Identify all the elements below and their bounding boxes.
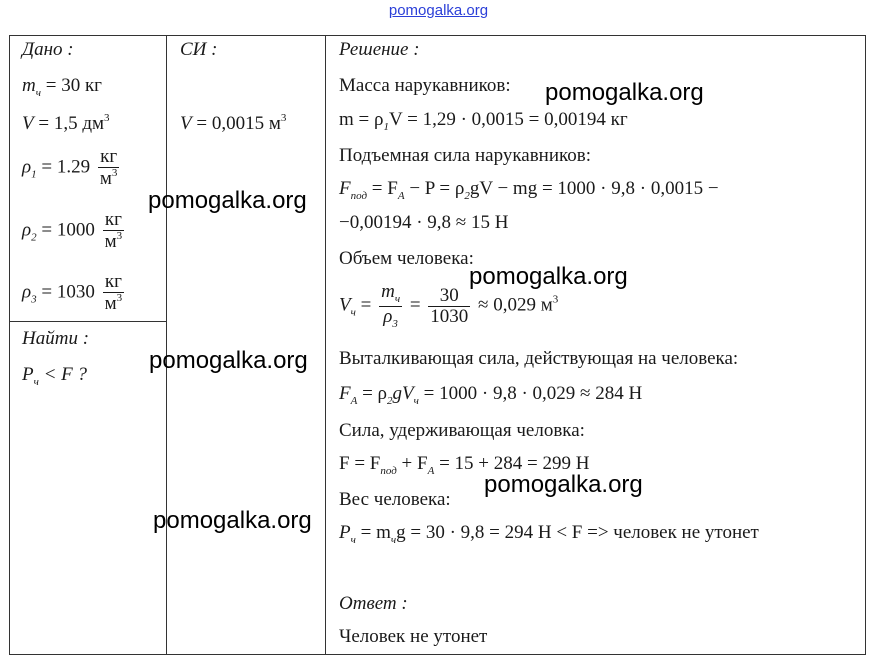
answer-text: Человек не утонет <box>339 626 488 647</box>
volume-caption: Объем человека: <box>339 248 474 269</box>
given-density-3: $\rho_3 = 1030$ $\frac{кг}{м^3}$ <box>22 271 123 314</box>
buoyant-caption: Выталкивающая сила, действующая на человека: <box>339 348 739 369</box>
mass-formula: $m = \rho_1V = 1,29 \cdot 0,0015 = 0,00194$ кг <box>339 109 628 133</box>
lift-formula-line-2: −0,00194 · 9,8 ≈ 15 Н <box>339 212 509 233</box>
find-expression: $P_ч < F$ ? <box>22 364 88 388</box>
given-mass: $m_ч = 30$ кг <box>22 75 102 99</box>
watermark-6: pomogalka.org <box>153 507 312 534</box>
find-header: Найти : <box>22 328 90 349</box>
si-volume: V = 0,0015 $м^3$ <box>180 112 287 134</box>
hold-formula: $F = F_{под} + F_A = 15 + 284 = 299$ Н <box>339 453 590 477</box>
hold-caption: Сила, удерживающая человка: <box>339 420 585 441</box>
watermark-1: pomogalka.org <box>545 79 704 106</box>
si-header: СИ : <box>180 39 218 60</box>
buoyant-formula: $F_A = \rho_2gV_ч = 1000 \cdot 9,8 \cdot 0,029 \approx 284$ Н <box>339 383 643 407</box>
weight-caption: Вес человека: <box>339 489 451 510</box>
solution-table <box>9 35 866 655</box>
watermark-4: pomogalka.org <box>149 347 308 374</box>
column-divider-given <box>166 36 167 654</box>
answer-header: Ответ : <box>339 593 408 614</box>
row-divider-find <box>10 321 167 322</box>
solution-header: Решение : <box>339 39 420 60</box>
given-header: Дано : <box>22 39 74 60</box>
given-density-1: $\rho_1 = 1.29$ $\frac{кг}{м^3}$ <box>22 146 118 189</box>
watermark-2: pomogalka.org <box>148 187 307 214</box>
lift-caption: Подъемная сила нарукавников: <box>339 145 592 166</box>
watermark-5: pomogalka.org <box>484 471 643 498</box>
column-divider-si <box>325 36 326 654</box>
site-header-link[interactable]: pomogalka.org <box>388 2 489 19</box>
given-density-2: $\rho_2 = 1000$ $\frac{кг}{м^3}$ <box>22 209 123 252</box>
watermark-3: pomogalka.org <box>469 263 628 290</box>
mass-caption: Масса нарукавников: <box>339 75 511 96</box>
given-volume: V = 1,5 $дм^3$ <box>22 112 110 134</box>
lift-formula-line-1: $F_{под} = F_A - P = \rho_2gV$ − mg = 1000 · 9,8 · 0,0015 − <box>339 178 719 202</box>
volume-formula: $V_ч$ = $\frac{m_ч}{\rho_3}$ = $\frac{30}{1030}$ ≈ 0,029 $м^3$ <box>339 281 559 330</box>
weight-formula: $P_ч = m_чg = 30 \cdot 9,8 = 294$ Н < F => человек не утонет <box>339 522 759 546</box>
